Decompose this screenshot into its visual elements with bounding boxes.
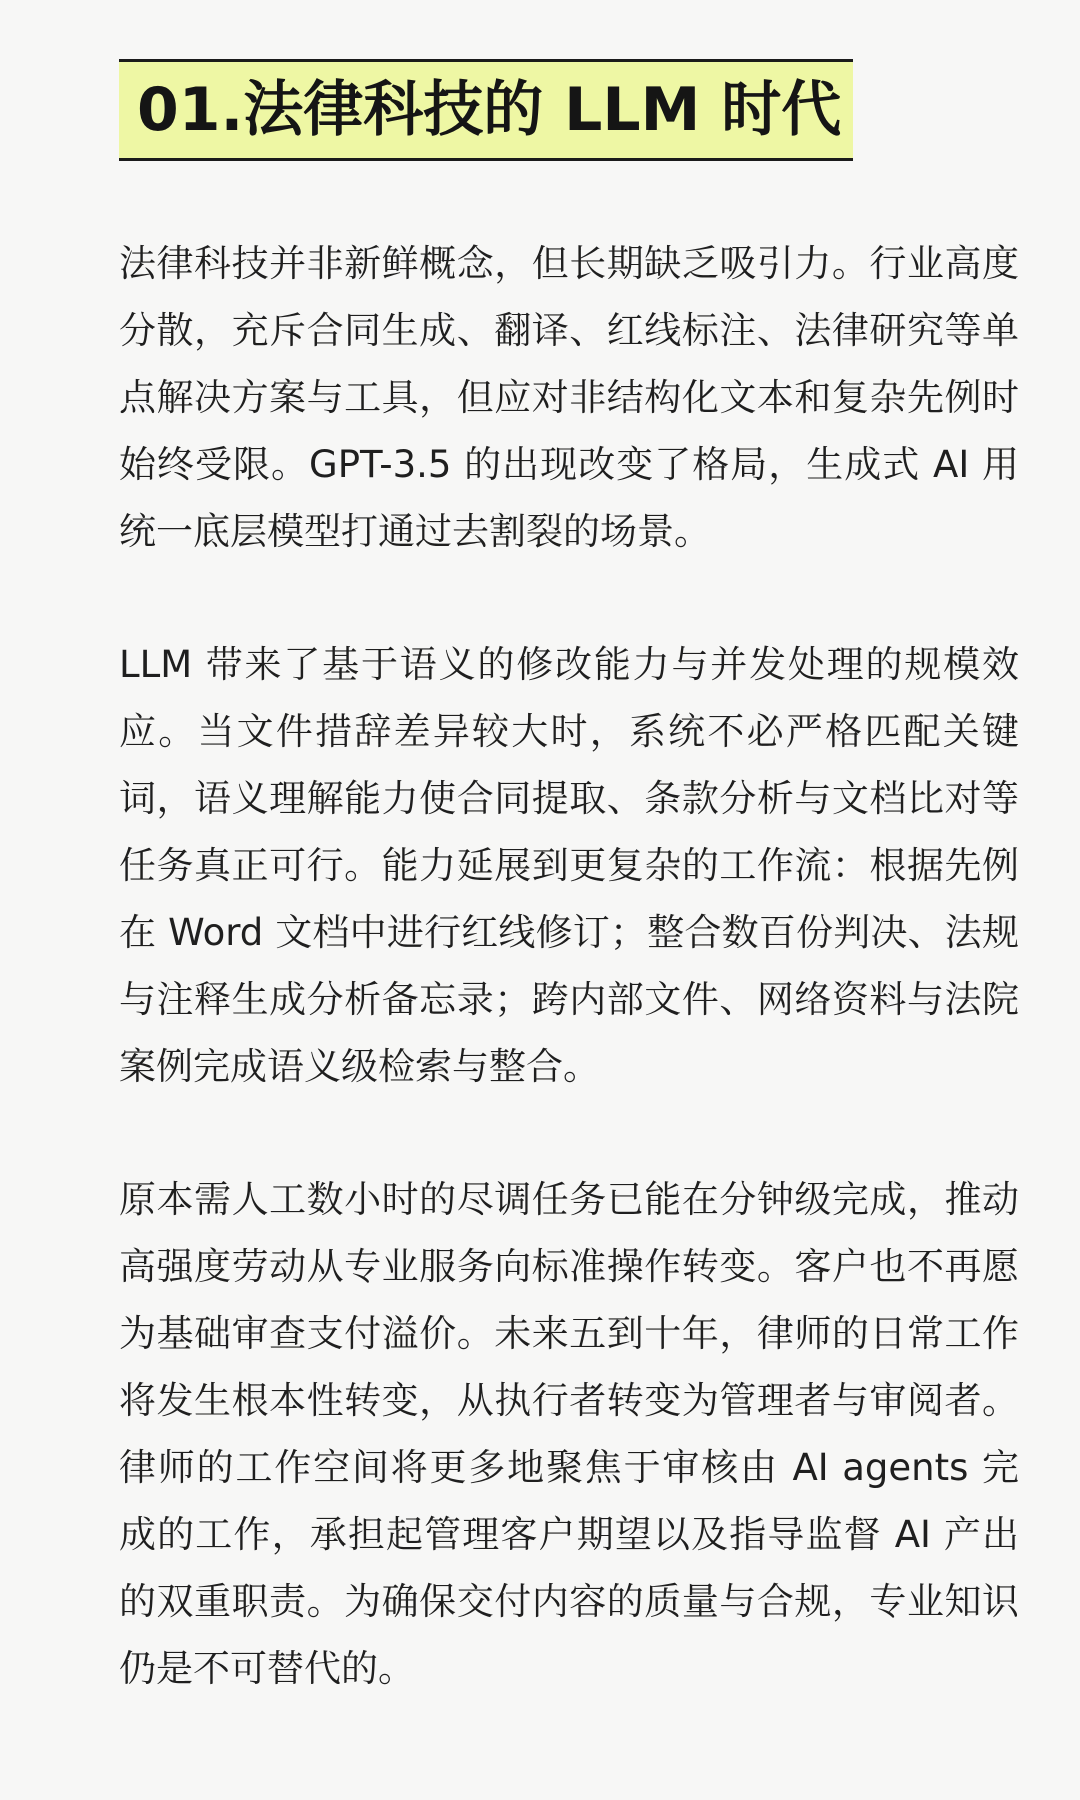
- paragraph-3: 原本需人工数小时的尽调任务已能在分钟级完成，推动高强度劳动从专业服务向标准操作转变。客户也不再愿为基础审查支付溢价。未来五到十年，律师的日常工作将发生根本性转变，从执行者转变为管理者与审阅者。律师的工作空间将更多地聚焦于审核由 AI agents 完成的工作，承担起管理客户期望以及指导监督 AI 产出的双重职责。为确保交付内容的质量与合规，专业知识仍是不可替代的。: [119, 1178, 1019, 1690]
- paragraph-2: LLM 带来了基于语义的修改能力与并发处理的规模效应。当文件措辞差异较大时，系统不必严格匹配关键词，语义理解能力使合同提取、条款分析与文档比对等任务真正可行。能力延展到更复杂的工作流：根据先例在 Word 文档中进行红线修订；整合数百份判决、法规与注释生成分析备忘录；跨内部文件、网络资料与法院案例完成语义级检索与整合。: [119, 643, 1019, 1088]
- paragraph-1: 法律科技并非新鲜概念，但长期缺乏吸引力。行业高度分散，充斥合同生成、翻译、红线标注、法律研究等单点解决方案与工具，但应对非结构化文本和复杂先例时始终受限。GPT-3.5 的出现改变了格局，生成式 AI 用统一底层模型打通过去割裂的场景。: [119, 242, 1019, 553]
- article-title: 01.法律科技的 LLM 时代: [137, 75, 842, 145]
- title-highlight-block: [119, 59, 853, 161]
- article-body: [119, 230, 1019, 1768]
